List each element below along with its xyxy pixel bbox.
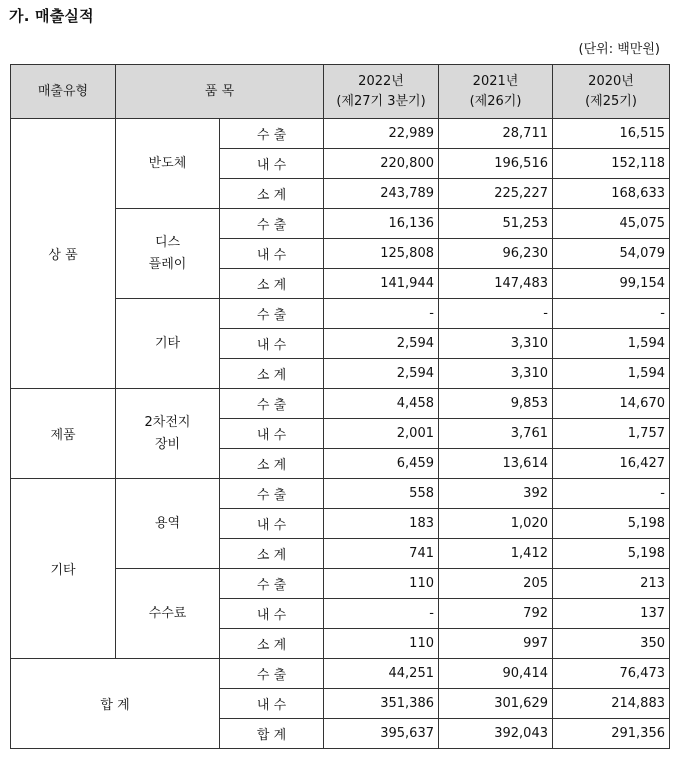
- value-cell: 51,253: [439, 209, 553, 239]
- value-cell: 243,789: [324, 179, 439, 209]
- sales-table: [10, 64, 670, 749]
- value-cell: 225,227: [439, 179, 553, 209]
- value-cell: 96,230: [439, 239, 553, 269]
- value-cell: 1,020: [439, 509, 553, 539]
- value-cell: 14,670: [553, 389, 670, 419]
- value-cell: 741: [324, 539, 439, 569]
- row-kind-cell: 수 출: [220, 569, 324, 599]
- value-cell: 5,198: [553, 539, 670, 569]
- row-kind-cell: 내 수: [220, 149, 324, 179]
- value-cell: 44,251: [324, 659, 439, 689]
- row-kind-cell: 내 수: [220, 599, 324, 629]
- value-cell: 13,614: [439, 449, 553, 479]
- value-cell: 301,629: [439, 689, 553, 719]
- header-2021-year: 2021년: [472, 73, 519, 89]
- value-cell: 99,154: [553, 269, 670, 299]
- sales-type-cell: 제품: [11, 389, 116, 479]
- value-cell: -: [439, 299, 553, 329]
- header-2022-period: (제27기 3분기): [336, 93, 426, 109]
- row-kind-cell: 수 출: [220, 389, 324, 419]
- header-type: 매출유형: [11, 65, 116, 119]
- item-name-cell: 2차전지 장비: [116, 389, 220, 479]
- value-cell: 997: [439, 629, 553, 659]
- value-cell: 220,800: [324, 149, 439, 179]
- value-cell: 90,414: [439, 659, 553, 689]
- section-heading: 가. 매출실적: [9, 7, 94, 25]
- value-cell: 5,198: [553, 509, 670, 539]
- item-name-cell: 용역: [116, 479, 220, 569]
- value-cell: 1,412: [439, 539, 553, 569]
- value-cell: 213: [553, 569, 670, 599]
- value-cell: 183: [324, 509, 439, 539]
- value-cell: 291,356: [553, 719, 670, 749]
- value-cell: 22,989: [324, 119, 439, 149]
- item-name-cell: 기타: [116, 299, 220, 389]
- value-cell: 205: [439, 569, 553, 599]
- value-cell: 2,001: [324, 419, 439, 449]
- value-cell: 16,427: [553, 449, 670, 479]
- value-cell: 45,075: [553, 209, 670, 239]
- value-cell: 54,079: [553, 239, 670, 269]
- header-2021-period: (제26기): [469, 93, 522, 109]
- row-kind-cell: 소 계: [220, 179, 324, 209]
- value-cell: 214,883: [553, 689, 670, 719]
- row-kind-cell: 내 수: [220, 239, 324, 269]
- header-row: [11, 65, 670, 119]
- item-name-cell: 수수료: [116, 569, 220, 659]
- value-cell: 3,761: [439, 419, 553, 449]
- header-2020: [553, 65, 670, 119]
- value-cell: -: [553, 479, 670, 509]
- value-cell: 76,473: [553, 659, 670, 689]
- value-cell: 16,515: [553, 119, 670, 149]
- value-cell: 110: [324, 629, 439, 659]
- row-kind-cell: 내 수: [220, 419, 324, 449]
- header-2021: [439, 65, 553, 119]
- header-2020-period: (제25기): [585, 93, 637, 109]
- header-2022: [324, 65, 439, 119]
- value-cell: 28,711: [439, 119, 553, 149]
- table-row: [11, 479, 670, 509]
- total-row: [11, 659, 670, 689]
- value-cell: 351,386: [324, 689, 439, 719]
- header-2022-year: 2022년: [358, 73, 404, 89]
- value-cell: 125,808: [324, 239, 439, 269]
- value-cell: 16,136: [324, 209, 439, 239]
- value-cell: 392: [439, 479, 553, 509]
- row-kind-cell: 내 수: [220, 329, 324, 359]
- value-cell: 1,594: [553, 329, 670, 359]
- row-kind-cell: 소 계: [220, 269, 324, 299]
- item-name-cell: 디스 플레이: [116, 209, 220, 299]
- value-cell: 137: [553, 599, 670, 629]
- row-kind-cell: 소 계: [220, 359, 324, 389]
- row-kind-cell: 수 출: [220, 119, 324, 149]
- value-cell: 1,594: [553, 359, 670, 389]
- value-cell: -: [324, 599, 439, 629]
- row-kind-cell: 소 계: [220, 539, 324, 569]
- value-cell: 141,944: [324, 269, 439, 299]
- sales-type-cell: 상 품: [11, 119, 116, 389]
- value-cell: 6,459: [324, 449, 439, 479]
- table-row: [11, 119, 670, 149]
- row-kind-cell: 합 계: [220, 719, 324, 749]
- row-kind-cell: 수 출: [220, 209, 324, 239]
- row-kind-cell: 내 수: [220, 509, 324, 539]
- table-body: [11, 119, 670, 749]
- value-cell: 792: [439, 599, 553, 629]
- value-cell: 2,594: [324, 359, 439, 389]
- row-kind-cell: 수 출: [220, 659, 324, 689]
- value-cell: 350: [553, 629, 670, 659]
- row-kind-cell: 소 계: [220, 449, 324, 479]
- total-label-cell: 합 계: [11, 659, 220, 749]
- value-cell: 3,310: [439, 329, 553, 359]
- value-cell: 395,637: [324, 719, 439, 749]
- value-cell: 392,043: [439, 719, 553, 749]
- value-cell: 1,757: [553, 419, 670, 449]
- row-kind-cell: 내 수: [220, 689, 324, 719]
- value-cell: 152,118: [553, 149, 670, 179]
- unit-label: (단위: 백만원): [578, 42, 660, 57]
- value-cell: -: [324, 299, 439, 329]
- value-cell: -: [553, 299, 670, 329]
- item-name-cell: 반도체: [116, 119, 220, 209]
- header-item: 품 목: [116, 65, 324, 119]
- row-kind-cell: 수 출: [220, 299, 324, 329]
- row-kind-cell: 소 계: [220, 629, 324, 659]
- value-cell: 9,853: [439, 389, 553, 419]
- value-cell: 4,458: [324, 389, 439, 419]
- value-cell: 196,516: [439, 149, 553, 179]
- table-row: [11, 389, 670, 419]
- sales-type-cell: 기타: [11, 479, 116, 659]
- value-cell: 168,633: [553, 179, 670, 209]
- value-cell: 110: [324, 569, 439, 599]
- value-cell: 558: [324, 479, 439, 509]
- value-cell: 3,310: [439, 359, 553, 389]
- row-kind-cell: 수 출: [220, 479, 324, 509]
- value-cell: 2,594: [324, 329, 439, 359]
- value-cell: 147,483: [439, 269, 553, 299]
- header-2020-year: 2020년: [588, 73, 634, 89]
